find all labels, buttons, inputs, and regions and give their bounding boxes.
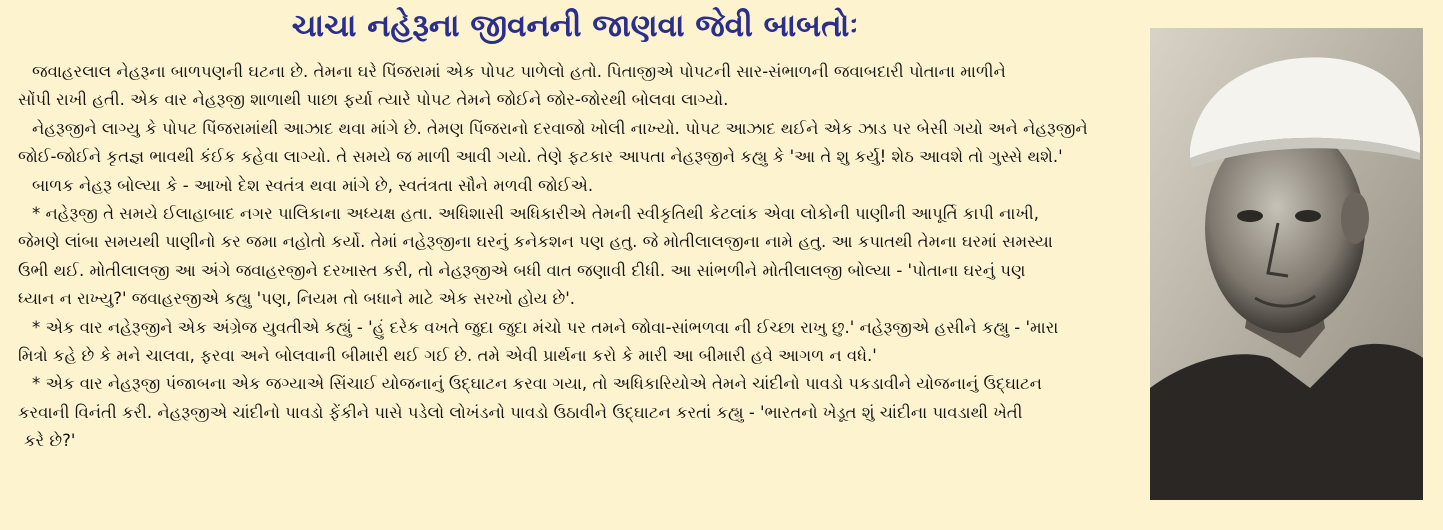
text-line: બાળક નેહરૂ બોલ્યા કે - આખો દેશ સ્વતંત્ર થવા માંગે છે, સ્વતંત્રતા સૌને મળવી જોઈએ.: [32, 175, 594, 195]
text-line: મિત્રો કહે છે કે મને ચાલવા, ફરવા અને બોલવાની બીમારી થઈ ગઈ છે. તમે એવી પ્રાર્થના કરો કે મારી આ બીમારી હવે આગળ ન વધે.': [18, 345, 877, 365]
text-line: જોઈ-જોઈને કૃતજ્ઞ ભાવથી કંઈક કહેવા લાગ્યો. તે સમયે જ માળી આવી ગયો. તેણે ફટકાર આપતા નેહરૂજીને કહ્યુ કે 'આ તે શુ કર્યુ! શેઠ આવશે તો ગુસ્સે થશે.': [18, 147, 1063, 167]
article-title: ચાચા નહેરૂના જીવનની જાણવા જેવી બાબતોઃ: [291, 8, 859, 44]
article-body: [18, 58, 1136, 455]
text-line: * એક વાર નેહરૂજી પંજાબના એક જગ્યાએ સિંચાઈ યોજનાનું ઉદ્ઘાટન કરવા ગયા, તો અધિકારિયોએ તેમને ચાંદીનો પાવડો પકડાવીને યોજનાનું ઉદ્ઘાટન: [32, 374, 1042, 394]
text-line: * નહેરૂજી તે સમયે ઈલાહાબાદ નગર પાલિકાના અધ્યક્ષ હતા. અધિશાસી અધિકારીએ તેમની સ્વીકૃતિથી કેટલાંક એવા લોકોની પાણીની આપૂર્તિ કાપી નાખી,: [32, 203, 1039, 223]
text-line: ઉભી થઈ. મોતીલાલજી આ અંગે જવાહરજીને દરખાસ્ત કરી, તો નેહરૂજીએ બધી વાત જણાવી દીધી. આ સાંભળીને મોતીલાલજી બોલ્યા - 'પોતાના ઘરનું પણ: [18, 260, 1026, 280]
text-line: * એક વાર નહેરૂજીને એક અંગ્રેજ યુવતીએ કહ્યું - 'હું દરેક વખતે જુદા જુદા મંચો પર તમને જોવા-સાંભળવા ની ઈચ્છા રાખુ છુ.' નહેરૂજીએ હસીને કહ્યુ - 'મારા: [32, 317, 1059, 337]
text-line: જવાહરલાલ નેહરૂના બાળપણની ઘટના છે. તેમના ઘરે પિંજરામાં એક પોપટ પાળેલો હતો. પિતાજીએ પોપટની સાર-સંભાળની જવાબદારી પોતાના માળીને: [32, 62, 1006, 81]
text-line: જેમણે લાંબા સમયથી પાણીનો કર જમા નહોતો કર્યો. તેમાં નહેરૂજીના ઘરનું કનેકશન પણ હતુ. જે મોતીલાલજીના નામે હતુ. આ કપાતથી તેમના ઘરમાં સમસ્યા: [18, 232, 1053, 252]
portrait-photo: [1150, 28, 1423, 500]
text-line: સોંપી રાખી હતી. એક વાર નેહરૂજી શાળાથી પાછા ફર્યા ત્યારે પોપટ તેમને જોઈને જોર-જોરથી બોલવા લાગ્યો.: [18, 90, 729, 110]
text-line: કરે છે?': [24, 431, 76, 451]
text-line: ધ્યાન ન રાખ્યુ?' જવાહરજીએ કહ્યુ 'પણ, નિયમ તો બધાને માટે એક સરખો હોય છે'.: [18, 289, 576, 309]
text-line: નેહરૂજીને લાગ્યુ કે પોપટ પિંજરામાંથી આઝાદ થવા માંગે છે. તેમણ પિંજરાનો દરવાજો ખોલી નાખ્યો. પોપટ આઝાદ થઈને એક ઝાડ પર બેસી ગયો અને નેહરૂજીને: [32, 118, 1088, 138]
text-line: કરવાની વિનંતી કરી. નેહરૂજીએ ચાંદીનો પાવડો ફેંકીને પાસે પડેલો લોખંડનો પાવડો ઉઠાવીને ઉદ્ઘાટન કરતાં કહ્યુ - 'ભારતનો ખેડૂત શું ચાંદીના પાવડાથી ખેતી: [18, 402, 1023, 422]
